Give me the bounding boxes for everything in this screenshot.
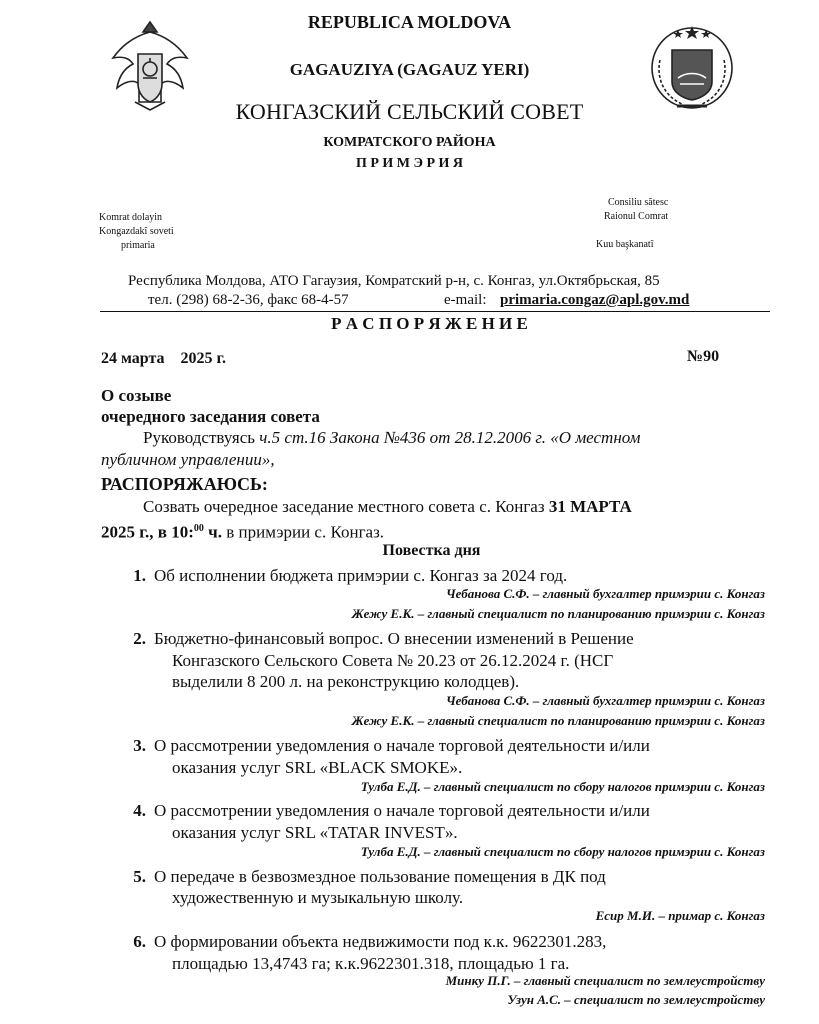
contact-email[interactable]: primaria.congaz@apl.gov.md xyxy=(500,292,690,308)
header-council: КОНГАЗСКИЙ СЕЛЬСКИЙ СОВЕТ xyxy=(235,99,584,124)
header-country: REPUBLICA MOLDOVA xyxy=(307,12,512,32)
order-date: 31 МАРТА xyxy=(548,497,632,516)
agenda-item-number: 1. xyxy=(133,566,146,585)
agenda-item xyxy=(118,800,768,821)
subject-line: О созыве xyxy=(101,386,172,405)
agenda-item-text: художественную и музыкальную школу. xyxy=(172,888,464,907)
agenda-item-number: 2. xyxy=(133,629,146,648)
agenda-item-number: 3. xyxy=(133,736,146,755)
agenda-title: Повестка дня xyxy=(382,542,481,559)
agenda-item-number: 5. xyxy=(133,867,146,886)
agenda-item-text: Об исполнении бюджета примэрии с. Конгаз за 2024 год. xyxy=(154,566,568,585)
header-right-line: Kuu başkanatî xyxy=(596,239,654,250)
order-line xyxy=(101,518,384,544)
agenda-item-text: О формировании объекта недвижимости под к.к. 9622301.283, xyxy=(154,932,607,951)
header-district: КОМРАТСКОГО РАЙОНА xyxy=(323,135,496,150)
agenda-item-text: О рассмотрении уведомления о начале торговой деятельности и/или xyxy=(154,736,650,755)
agenda-responsible: Тулба Е.Д. – главный специалист по сбору налогов примэрии с. Конгаз xyxy=(360,844,765,859)
agenda-item-number: 4. xyxy=(133,801,146,820)
order-place: в примэрии с. Конгаз. xyxy=(222,522,385,542)
document-title: Р А С П О Р Я Ж Е Н И Е xyxy=(331,314,528,333)
header-left-small xyxy=(99,211,174,253)
agenda-responsible: Узун А.С. – специалист по землеустройству xyxy=(507,992,765,1007)
header-right-line: Consiliu sătesc xyxy=(608,197,669,208)
agenda-item-text: оказания услуг SRL «BLACK SMOKE». xyxy=(172,758,463,777)
header-primaria: П Р И М Э Р И Я xyxy=(355,156,464,171)
agenda-item-text: площадью 13,4743 га; к.к.9622301.318, площадью 1 га. xyxy=(172,954,570,973)
agenda-item xyxy=(118,735,768,756)
agenda-item-text: Бюджетно-финансовый вопрос. О внесении изменений в Решение xyxy=(154,629,634,648)
agenda-responsible: Тулба Е.Д. – главный специалист по сбору налогов примэрии с. Конгаз xyxy=(360,779,765,794)
agenda-item xyxy=(118,565,768,586)
document-number: №90 xyxy=(687,348,720,365)
header-left-line: Kongazdakî soveti xyxy=(99,226,174,237)
agenda-item-text: оказания услуг SRL «TATAR INVEST». xyxy=(172,823,458,842)
agenda-responsible: Есир М.И. – примар с. Конгаз xyxy=(595,908,765,923)
header-right-line: Raionul Comrat xyxy=(604,211,669,222)
header-right-small xyxy=(596,196,669,252)
agenda-responsible: Жежу Е.К. – главный специалист по планированию примэрии с. Конгаз xyxy=(351,713,765,728)
agenda-item-text: выделили 8 200 л. на реконструкцию колодцев). xyxy=(172,672,520,691)
order-time-unit: ч. xyxy=(203,522,222,542)
agenda-responsible: Минку П.Г. – главный специалист по землеустройству xyxy=(445,973,765,988)
agenda-responsible: Чебанова С.Ф. – главный бухгалтер примэрии с. Конгаз xyxy=(445,586,765,601)
agenda-item-text: О передаче в безвозмездное пользование помещения в ДК под xyxy=(154,867,606,886)
contact-line xyxy=(148,291,768,310)
subject-line: очередного заседания совета xyxy=(101,407,320,426)
agenda-responsible: Жежу Е.К. – главный специалист по планированию примэрии с. Конгаз xyxy=(351,606,765,621)
order-time-minutes: 00 xyxy=(193,523,204,534)
agenda-responsible: Чебанова С.Ф. – главный бухгалтер примэрии с. Конгаз xyxy=(445,693,765,708)
contact-email-label: e-mail: xyxy=(444,292,487,308)
header-region: GAGAUZIYA (GAGAUZ YERI) xyxy=(289,60,530,79)
order-word: РАСПОРЯЖАЮСЬ: xyxy=(101,474,268,494)
order-text: Созвать очередное заседание местного совета с. Конгаз xyxy=(143,497,549,516)
order-time: 2025 г., в 10: xyxy=(101,522,194,542)
basis-line: публичном управлении», xyxy=(101,450,275,469)
header-divider xyxy=(100,311,770,312)
agenda-item-number: 6. xyxy=(133,932,146,951)
order-line xyxy=(143,496,632,518)
contact-address: Республика Молдова, АТО Гагаузия, Комратский р-н, с. Конгаз, ул.Октябрьская, 85 xyxy=(128,273,660,289)
agenda-item xyxy=(118,931,768,952)
agenda-item xyxy=(118,866,768,887)
agenda-item-text: О рассмотрении уведомления о начале торговой деятельности и/или xyxy=(154,801,650,820)
header-left-line: primaria xyxy=(121,240,155,251)
agenda-item xyxy=(118,628,768,649)
document-date: 24 марта 2025 г. xyxy=(101,350,226,367)
basis-line xyxy=(143,427,640,449)
header-left-line: Komrat dolayin xyxy=(99,212,163,223)
basis-text: Руководствуясь ч.5 ст.16 Закона №436 от 28.12.2006 г. «О местном xyxy=(143,428,641,447)
agenda-item-text: Конгазского Сельского Совета № 20.23 от 26.12.2024 г. (НСГ xyxy=(172,651,614,670)
contact-phone: тел. (298) 68-2-36, факс 68-4-57 xyxy=(148,292,349,308)
